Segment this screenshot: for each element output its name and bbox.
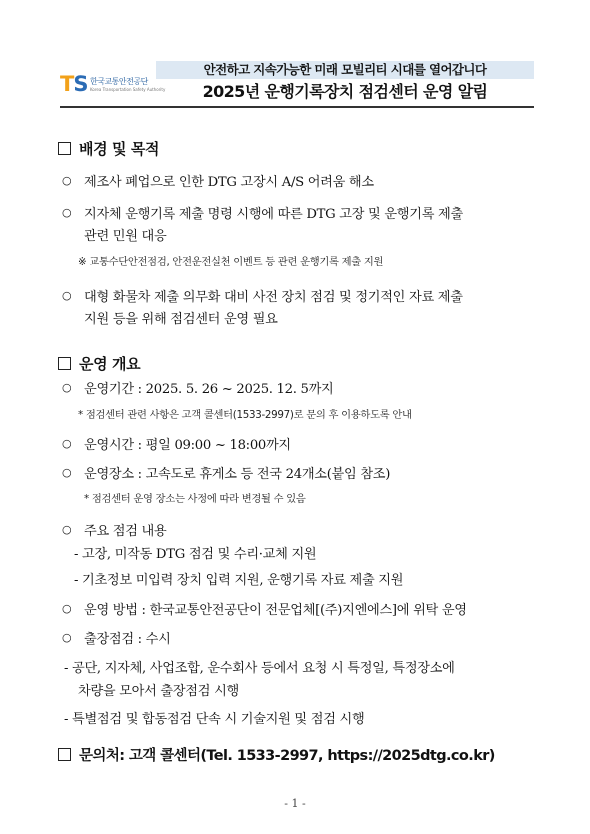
slogan: 안전하고 지속가능한 미래 모빌리티 시대를 열어갑니다	[203, 62, 487, 77]
section-heading-background	[58, 138, 159, 159]
operation-hours: 운영시간 : 평일 09:00 ~ 18:00까지	[84, 438, 291, 453]
logo-org-name-en: Korea Transportation Safety Authority	[90, 87, 166, 92]
checkbox-square-icon	[58, 748, 71, 761]
list-item: - 고장, 미작동 DTG 점검 및 수리·교체 지원	[74, 547, 317, 562]
list-item: 지자체 운행기록 제출 명령 시행에 따른 DTG 고장 및 운행기록 제출	[84, 207, 463, 222]
section-heading-overview	[58, 353, 140, 374]
checkbox-square-icon	[58, 357, 71, 370]
list-item: - 공단, 지자체, 사업조합, 운수회사 등에서 요청 시 특정일, 특정장소에	[64, 661, 455, 676]
list-item: 대형 화물차 제출 의무화 대비 사전 장치 점검 및 정기적인 자료 제출	[84, 290, 463, 305]
page-number: - 1 -	[284, 797, 306, 810]
checkbox-square-icon	[58, 142, 71, 155]
contact-line	[58, 744, 495, 765]
list-item-continuation: 관련 민원 대응	[84, 229, 167, 244]
contact-text: 문의처: 고객 콜센터(Tel. 1533-2997, https://2025dtg.co.kr)	[79, 748, 495, 764]
logo-mark: TS	[60, 72, 88, 96]
bullet-icon: ○	[62, 289, 72, 302]
operation-period: 운영기간 : 2025. 5. 26 ~ 2025. 12. 5까지	[84, 382, 334, 397]
bullet-icon: ○	[62, 602, 72, 615]
organization-logo	[60, 72, 166, 98]
list-item: - 기초정보 미입력 장치 입력 지원, 운행기록 자료 제출 지원	[74, 573, 404, 588]
bullet-icon: ○	[62, 466, 72, 479]
visit-inspection-heading: 출장점검 : 수시	[84, 632, 171, 647]
place-note: * 점검센터 운영 장소는 사정에 따라 변경될 수 있음	[84, 493, 306, 505]
section-heading-text: 배경 및 목적	[79, 140, 160, 158]
list-item: 제조사 폐업으로 인한 DTG 고장시 A/S 어려움 해소	[84, 175, 374, 190]
list-item-continuation: 차량을 모아서 출장점검 시행	[78, 684, 239, 699]
logo-org-name: 한국교통안전공단	[90, 77, 148, 86]
operation-method: 운영 방법 : 한국교통안전공단이 전문업체[(주)지엔에스]에 위탁 운영	[84, 603, 467, 618]
section-heading-text: 운영 개요	[79, 355, 141, 373]
bullet-icon: ○	[62, 381, 72, 394]
inspection-content-heading: 주요 점검 내용	[84, 524, 167, 539]
page-title: 2025년 운행기록장치 점검센터 운영 알림	[202, 82, 488, 101]
bullet-icon: ○	[62, 523, 72, 536]
bullet-icon: ○	[62, 437, 72, 450]
operation-place: 운영장소 : 고속도로 휴게소 등 전국 24개소(붙임 참조)	[84, 467, 391, 482]
bullet-icon: ○	[62, 206, 72, 219]
list-item-continuation: 지원 등을 위해 점검센터 운영 필요	[84, 312, 278, 327]
bullet-icon: ○	[62, 631, 72, 644]
bullet-icon: ○	[62, 174, 72, 187]
title-divider	[60, 106, 534, 108]
period-note: * 점검센터 관련 사항은 고객 콜센터(1533-2997)로 문의 후 이용하도록 안내	[78, 409, 412, 421]
list-item: - 특별점검 및 합동점검 단속 시 기술지원 및 점검 시행	[64, 712, 365, 727]
note-text: ※ 교통수단안전점검, 안전운전실천 이벤트 등 관련 운행기록 제출 지원	[78, 256, 384, 268]
